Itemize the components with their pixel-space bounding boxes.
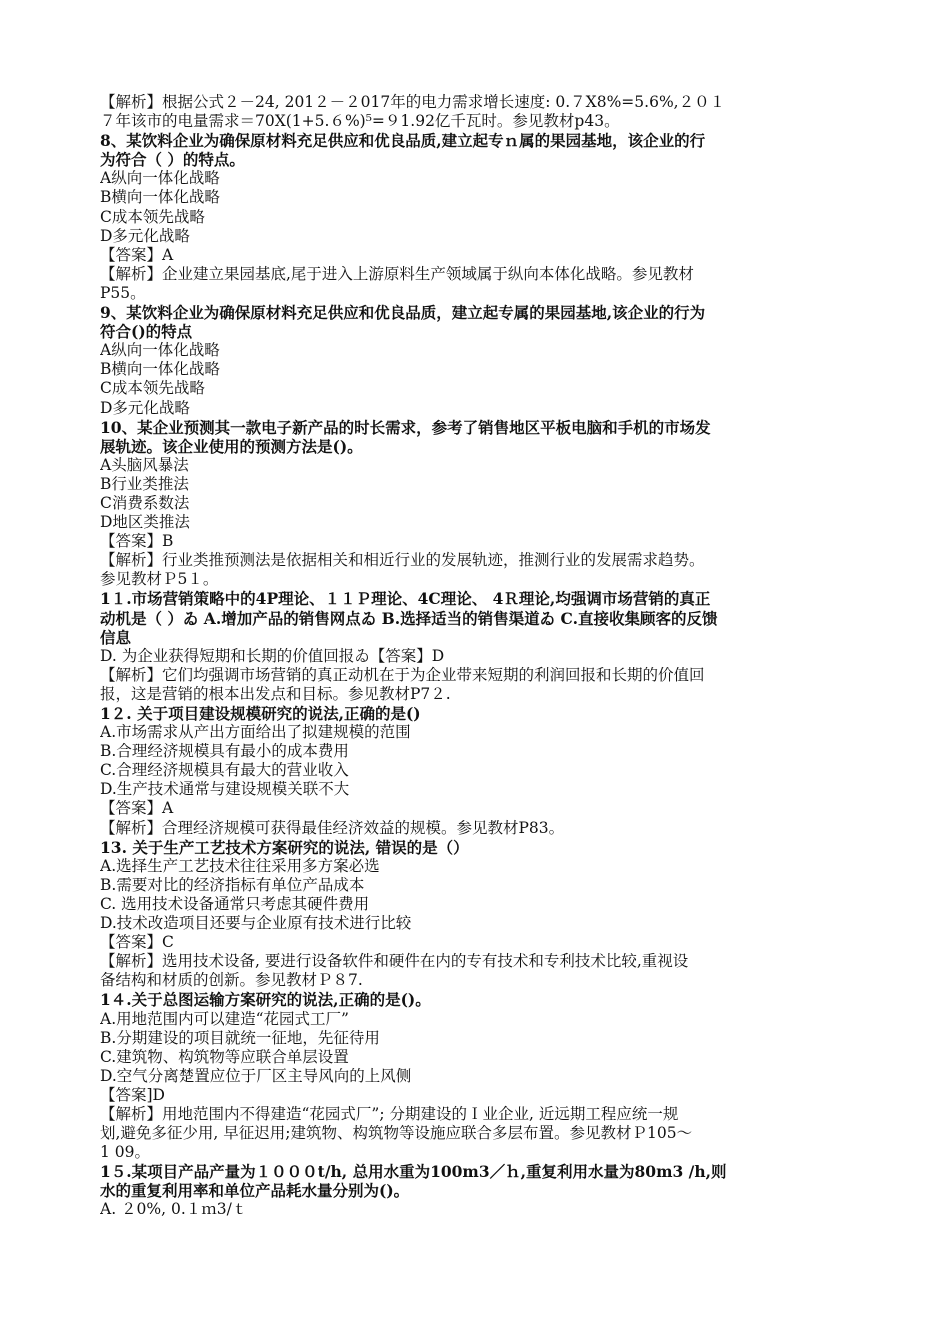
option-line: D. 为企业获得短期和长期的价值回报ゐ【答案】D [100, 646, 445, 665]
analysis-line: 【解析】根据公式２－24, 201２－２017年的电力需求增长速度: 0.７X8%=5.6%,２０１ [100, 93, 726, 111]
option-line: A.选择生产工艺技术往往采用多方案必选 [100, 856, 380, 875]
answer-line: 【答案】C [100, 933, 174, 952]
question-line: 9、某饮料企业为确保原材料充足供应和优良品质，建立起专属的果园基地,该企业的行为 [100, 303, 706, 323]
analysis-line: 【解析】企业建立果园基底,尾于进入上游原料生产领域属于纵向本体化战略。参见教材 [100, 264, 694, 283]
analysis-line: 1 09。 [100, 1143, 151, 1162]
question-line: 1２. 关于项目建设规模研究的说法,正确的是() [100, 704, 421, 723]
option-line: B.合理经济规模具有最小的成本费用 [100, 742, 349, 761]
analysis-line: 参见教材Ｐ5１。 [100, 570, 219, 589]
question-line: 1４.关于总图运输方案研究的说法,正确的是()。 [100, 990, 431, 1010]
option-line: B行业类推法 [100, 474, 189, 493]
option-line: A头脑风暴法 [100, 455, 189, 474]
question-line: 展轨迹。该企业使用的预测方法是()。 [100, 436, 363, 456]
option-line: D多元化战略 [100, 398, 190, 417]
question-line: 信息 [100, 627, 132, 647]
question-line: 符合()的特点 [100, 322, 193, 342]
question-line: 1５.某项目产品产量为１０００t/h, 总用水重为100m3／ｈ,重复利用水量为80m3 /h,则 [100, 1162, 727, 1182]
question-line: 动机是（ ）ゐ A.增加产品的销售网点ゐ B.选择适当的销售渠道ゐ C.直接收集顾客的反馈 [100, 608, 718, 628]
question-line: 为符合（ ）的特点。 [100, 150, 245, 170]
option-line: D地区类推法 [100, 513, 190, 532]
question-line: 13. 关于生产工艺技术方案研究的说法, 错误的是（） [100, 837, 469, 857]
question-line: 10、某企业预测其一款电子新产品的时长需求，参考了销售地区平板电脑和手机的市场发 [100, 417, 711, 437]
option-line: C成本领先战略 [100, 207, 205, 226]
option-line: A.用地范围内可以建造“花园式工厂” [100, 1009, 349, 1028]
option-line: D.生产技术通常与建设规模关联不大 [100, 780, 350, 799]
answer-line: 【答案】B [100, 532, 174, 551]
option-line: A.市场需求从产出方面给出了拟建规模的范围 [100, 723, 411, 742]
answer-line: 【答案]D [100, 1085, 165, 1104]
analysis-line: 【解析】合理经济规模可获得最佳经济效益的规模。参见教材P83。 [100, 818, 565, 837]
analysis-line: 【解析】用地范围内不得建造“花园式厂”; 分期建设的Ｉ业企业, 近远期工程应统一规 [100, 1104, 679, 1123]
option-line: B横向一体化战略 [100, 188, 220, 207]
answer-line: 【答案】A [100, 799, 174, 818]
option-line: A. ２0%, 0.１ｍ3/ｔ [100, 1200, 248, 1219]
option-line: D多元化战略 [100, 226, 190, 245]
analysis-line: 报，这是营销的根本出发点和目标。参见教材P7２. [100, 684, 451, 703]
option-line: C消费系数法 [100, 493, 190, 512]
option-line: D.技术改造项目还要与企业原有技术进行比较 [100, 914, 412, 933]
option-line: B.分期建设的项目就统一征地，先征待用 [100, 1028, 380, 1047]
analysis-line: P55。 [100, 283, 146, 302]
option-line: D.空气分离楚置应位于厂区主导风向的上风侧 [100, 1066, 412, 1085]
analysis-line: ７年该市的电量需求＝70X(1+5.６%)⁵=９1.92亿千瓦时。参见教材p43。 [100, 112, 620, 131]
analysis-line: 划,避免多征少用, 早征迟用;建筑物、构筑物等设施应联合多层布置。参见教材Ｐ105〜 [100, 1124, 693, 1143]
analysis-line: 【解析】选用技术设备, 要进行设备软件和硬件在内的专有技术和专利技术比较,重视设 [100, 952, 689, 971]
question-line: 水的重复利用率和单位产品耗水量分别为()。 [100, 1181, 410, 1201]
option-line: C成本领先战略 [100, 379, 205, 398]
question-line: 8、某饮料企业为确保原材料充足供应和优良品质,建立起专ｎ属的果园基地，该企业的行 [100, 131, 706, 151]
option-line: A纵向一体化战略 [100, 341, 220, 360]
option-line: C.合理经济规模具有最大的营业收入 [100, 761, 349, 780]
question-line: 1１.市场营销策略中的4P理论、１１Ｐ理论、4C理论、 4Ｒ理论,均强调市场营销的真正 [100, 589, 711, 609]
document-page [100, 93, 850, 1220]
analysis-line: 【解析】它们均强调市场营销的真正动机在于为企业带来短期的利润回报和长期的价值回 [100, 665, 705, 684]
option-line: A纵向一体化战略 [100, 169, 220, 188]
option-line: B.需要对比的经济指标有单位产品成本 [100, 875, 365, 894]
option-line: C.建筑物、构筑物等应联合单层设置 [100, 1047, 349, 1066]
analysis-line: 备结构和材质的创新。参见教材Ｐ８7. [100, 971, 363, 990]
answer-line: 【答案】A [100, 245, 174, 264]
option-line: B横向一体化战略 [100, 360, 220, 379]
option-line: C. 选用技术设备通常只考虑其硬件费用 [100, 894, 370, 913]
analysis-line: 【解析】行业类推预测法是依据相关和相近行业的发展轨迹，推测行业的发展需求趋势。 [100, 551, 705, 570]
